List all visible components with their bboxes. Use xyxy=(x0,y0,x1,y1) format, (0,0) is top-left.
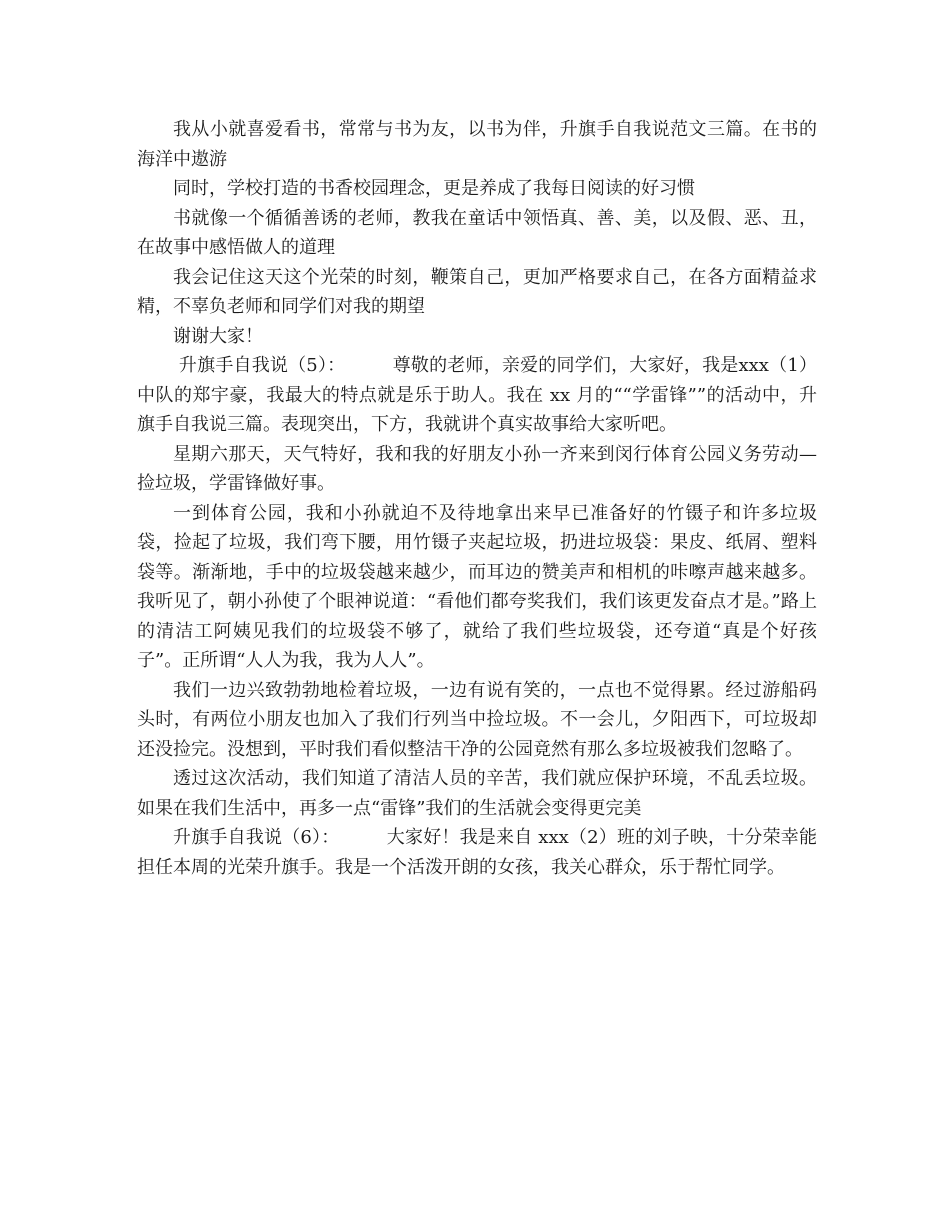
paragraph-8: 一到体育公园，我和小孙就迫不及待地拿出来早已准备好的竹镊子和许多垃圾袋，捡起了垃圾，我们弯下腰，用竹镊子夹起垃圾，扔进垃圾袋：果皮、纸屑、塑料袋等。渐渐地，手中的垃圾袋越来越少，而耳边的赞美声和相机的咔嚓声越来越多。我听见了，朝小孙使了个眼神说道：“看他们都夸奖我们，我们该更发奋点才是。”路上的清洁工阿姨见我们的垃圾袋不够了，就给了我们些垃圾袋，还夸道“真是个好孩子”。正所谓“人人为我，我为人人”。 xyxy=(137,502,817,671)
paragraph-7: 星期六那天，天气特好，我和我的好朋友小孙一齐来到闵行体育公园义务劳动—捡垃圾，学雷锋做好事。 xyxy=(137,443,817,494)
paragraph-3: 书就像一个循循善诱的老师，教我在童话中领悟真、善、美，以及假、恶、丑，在故事中感悟做人的道理 xyxy=(137,207,817,258)
paragraph-11: 升旗手自我说（6）： 大家好！我是来自 xxx（2）班的刘子映，十分荣幸能担任本周的光荣升旗手。我是一个活泼开朗的女孩，我关心群众，乐于帮忙同学。 xyxy=(137,827,817,878)
paragraph-4: 我会记住这天这个光荣的时刻，鞭策自己，更加严格要求自己，在各方面精益求精，不辜负老师和同学们对我的期望 xyxy=(137,266,817,317)
document-body xyxy=(137,115,817,882)
paragraph-10: 透过这次活动，我们知道了清洁人员的辛苦，我们就应保护环境，不乱丢垃圾。如果在我们生活中，再多一点“雷锋”我们的生活就会变得更完美 xyxy=(137,768,817,819)
paragraph-2: 同时，学校打造的书香校园理念，更是养成了我每日阅读的好习惯 xyxy=(173,178,695,199)
paragraph-6: 升旗手自我说（5）： 尊敬的老师，亲爱的同学们，大家好，我是xxx（1）中队的郑宇豪，我最大的特点就是乐于助人。我在 xx 月的““学雷锋””的活动中，升旗手自我说三篇。表现突出，下方，我就讲个真实故事给大家听吧。 xyxy=(137,355,817,435)
paragraph-9: 我们一边兴致勃勃地检着垃圾，一边有说有笑的，一点也不觉得累。经过游船码头时，有两位小朋友也加入了我们行列当中捡垃圾。不一会儿，夕阳西下，可垃圾却还没捡完。没想到，平时我们看似整洁干净的公园竟然有那么多垃圾被我们忽略了。 xyxy=(137,679,817,760)
paragraph-5: 谢谢大家！ xyxy=(173,325,263,347)
paragraph-1: 我从小就喜爱看书，常常与书为友，以书为伴，升旗手自我说范文三篇。在书的海洋中遨游 xyxy=(137,119,817,170)
